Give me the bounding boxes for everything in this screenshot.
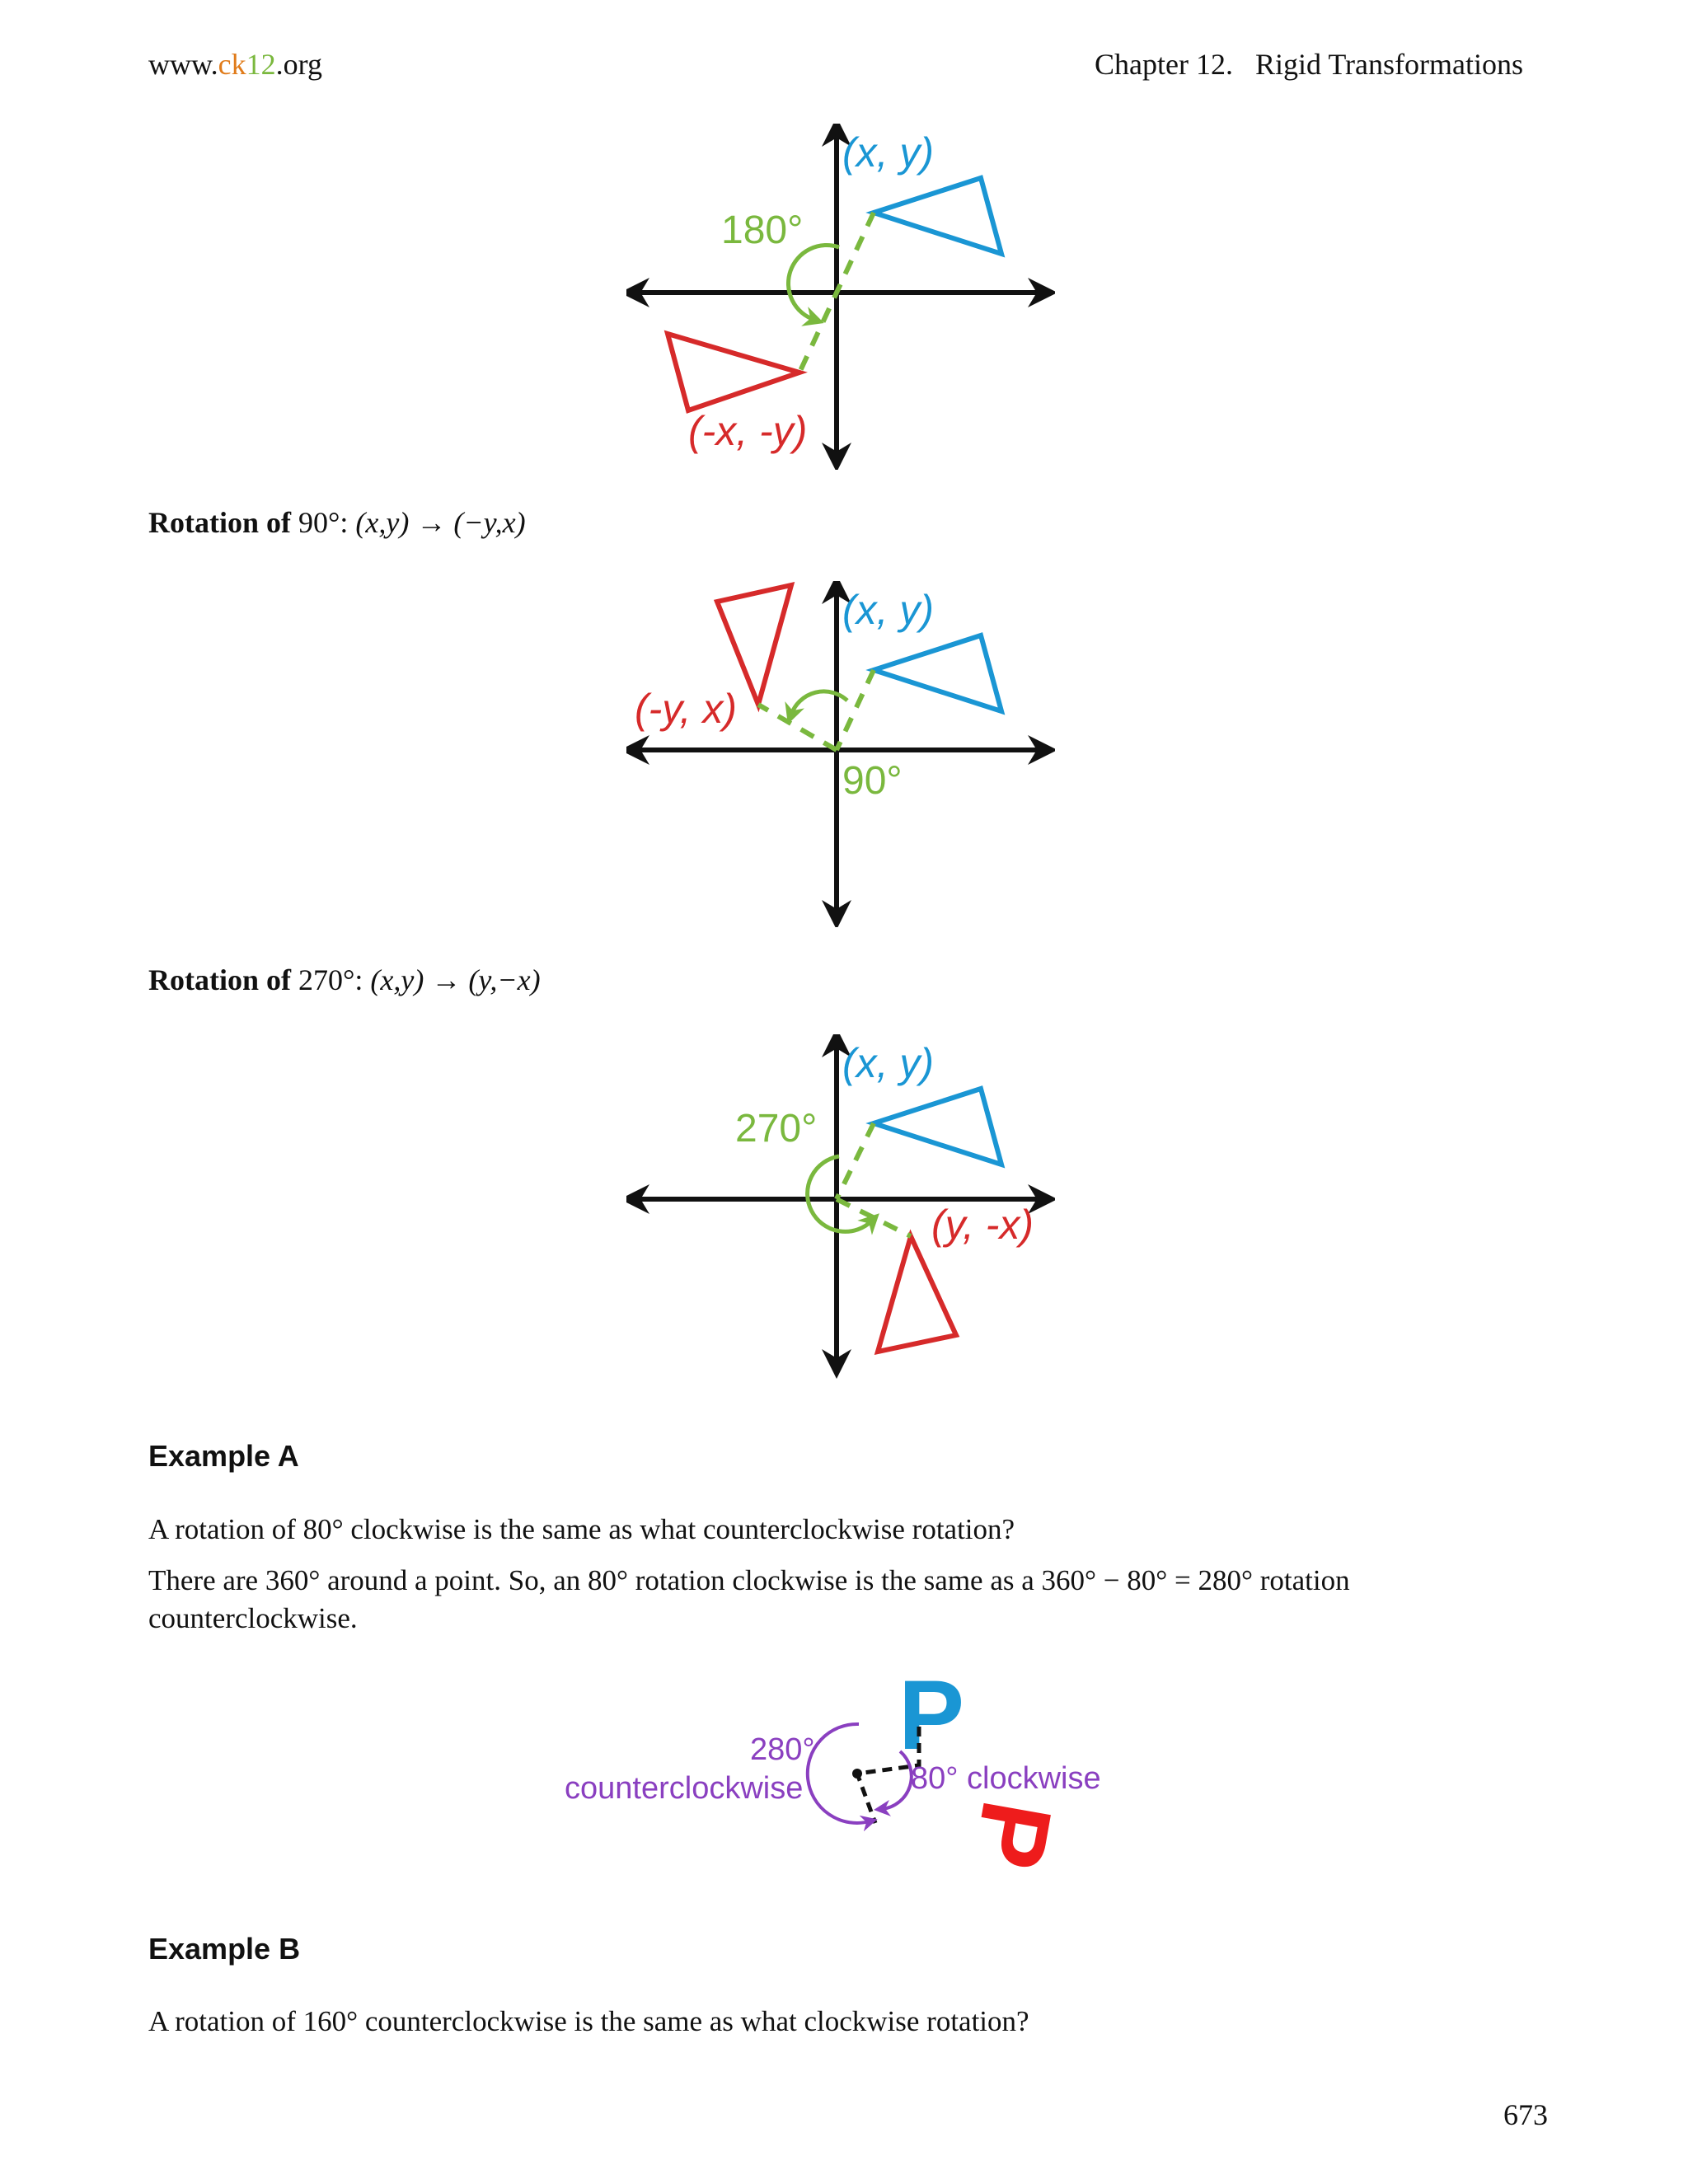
angle-label: 270° (735, 1107, 818, 1151)
example-a-question: A rotation of 80° clockwise is the same as what counterclockwise rotation? (148, 1513, 1015, 1545)
figure-rotation-270 (626, 1034, 1055, 1380)
ccw-word-label: counterclockwise (565, 1771, 804, 1806)
rotation-path-a (837, 1123, 874, 1199)
rotation-arc (808, 1156, 872, 1231)
letter-p-original: P (898, 1660, 965, 1770)
original-triangle (874, 1089, 1001, 1165)
figure-p-rotation (552, 1657, 1146, 1879)
cw-arc (882, 1751, 912, 1809)
cw-label: 80° clockwise (911, 1761, 1101, 1796)
original-triangle (874, 635, 1001, 711)
rule-rotation-90: Rotation of 90°: (x,y) → (−y,x) (148, 506, 526, 539)
letter-p-image: P (952, 1793, 1073, 1877)
example-b-question: A rotation of 160° counterclockwise is the same as what clockwise rotation? (148, 2005, 1029, 2037)
image-triangle (878, 1236, 956, 1352)
center-point (852, 1769, 862, 1779)
original-label: (x, y) (842, 587, 935, 633)
image-label: (-x, -y) (688, 408, 808, 454)
example-a-heading: Example A (148, 1439, 299, 1473)
angle-label: 180° (721, 209, 804, 252)
chapter-title: Chapter 12. Rigid Transformations (1095, 48, 1523, 81)
rule-rotation-270: Rotation of 270°: (x,y) → (y,−x) (148, 963, 541, 996)
rotation-path-b (758, 705, 837, 750)
rotation-path-a (837, 670, 874, 750)
ccw-angle-label: 280° (750, 1732, 815, 1767)
image-label: (-y, x) (635, 686, 738, 732)
rotation-arc (788, 246, 839, 320)
page-number: 673 (1503, 2098, 1548, 2131)
site-url: www.ck12.org (148, 48, 322, 81)
figure-rotation-180 (626, 124, 1055, 470)
example-b-heading: Example B (148, 1932, 301, 1966)
figure-rotation-90 (626, 581, 1055, 927)
image-label: (y, -x) (931, 1202, 1034, 1248)
original-triangle (874, 178, 1001, 254)
original-label: (x, y) (842, 1040, 935, 1086)
image-triangle (668, 334, 799, 410)
angle-label: 90° (842, 759, 903, 803)
original-label: (x, y) (842, 129, 935, 176)
example-a-answer: There are 360° around a point. So, an 80° rotation clockwise is the same as a 360° − 80° = 280° rotation counterclockwise. (148, 1564, 1350, 1634)
